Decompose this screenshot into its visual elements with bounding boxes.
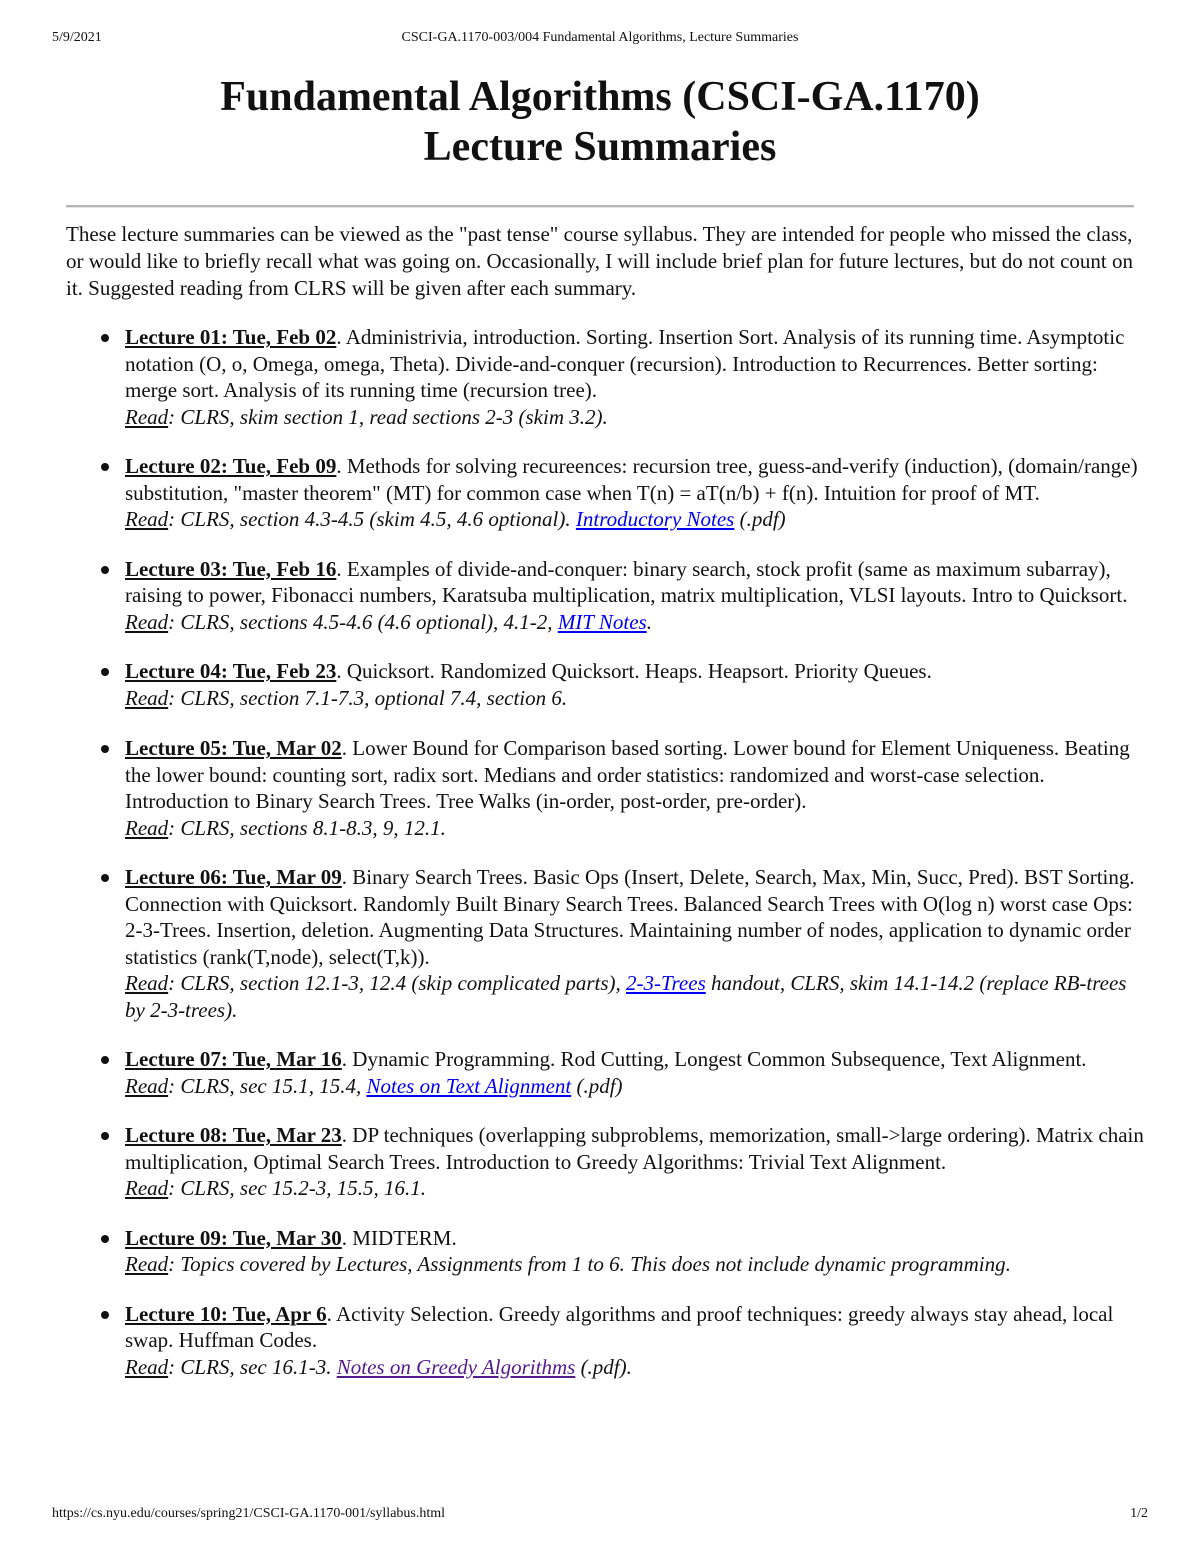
lecture-item: Lecture 09: Tue, Mar 30. MIDTERM. Read: Topics covered by Lectures, Assignments from 1 to 6. This does not include dynamic programming. <box>125 1225 1150 1278</box>
horizontal-rule <box>66 205 1134 208</box>
page-title-line-2: Lecture Summaries <box>423 124 777 170</box>
lecture-summary: DP techniques (overlapping subproblems, memorization, small->large ordering). Matrix chain multiplication, Optimal Search Trees. Introduction to Greedy Algorithms: Trivial Text Alignment. <box>125 1123 1144 1174</box>
lecture-reading: CLRS, skim section 1, read sections 2-3 (skim 3.2). <box>180 404 608 429</box>
lecture-reading-after: (.pdf) <box>734 507 786 531</box>
lecture-reading: CLRS, sec 15.1, 15.4, <box>180 1073 367 1098</box>
lecture-title: Lecture 05: Tue, Mar 02 <box>125 736 342 760</box>
lecture-item: Lecture 05: Tue, Mar 02. Lower Bound for Comparison based sorting. Lower bound for Element Uniqueness. Beating the lower bound: counting sort, radix sort. Medians and order statistics: randomized and worst-case selection. Introduction to Binary Search Trees. Tree Walks (in-order, post-order, pre-order). Read: CLRS, sections 8.1-8.3, 9, 12.1. <box>125 735 1150 841</box>
lecture-title: Lecture 10: Tue, Apr 6 <box>125 1301 327 1326</box>
lecture-title: Lecture 06: Tue, Mar 09 <box>125 865 342 889</box>
bullet-icon <box>101 874 109 882</box>
read-label: Read <box>125 507 169 531</box>
lecture-reading: CLRS, section 7.1-7.3, optional 7.4, section 6. <box>180 685 568 710</box>
read-label: Read <box>125 1073 169 1098</box>
introductory-notes-link[interactable]: Introductory Notes <box>575 507 735 531</box>
bullet-icon <box>101 745 109 753</box>
lecture-reading: CLRS, sections 8.1-8.3, 9, 12.1. <box>180 815 446 840</box>
bullet-icon <box>101 463 109 471</box>
read-label: Read <box>125 404 169 429</box>
lecture-list <box>125 324 1150 1403</box>
lecture-reading: CLRS, sections 4.5-4.6 (4.6 optional), 4.1-2, <box>180 609 558 634</box>
lecture-summary: Administrivia, introduction. Sorting. Insertion Sort. Analysis of its running time. Asymptotic notation (O, o, Omega, omega, Theta). Divide-and-conquer (recursion). Introduction to Recurrences. Better sorting: merge sort. Analysis of its running time (recursion tree). <box>125 325 1125 402</box>
lecture-reading-after: (.pdf). <box>575 1354 632 1379</box>
lecture-title: Lecture 07: Tue, Mar 16 <box>125 1047 342 1071</box>
lecture-summary: Methods for solving recureences: recursion tree, guess-and-verify (induction), (domain/range) substitution, "master theorem" (MT) for common case when T(n) = aT(n/b) + f(n). Intuition for proof of MT. <box>125 454 1138 505</box>
lecture-reading-after: . <box>646 609 652 634</box>
lecture-summary: Binary Search Trees. Basic Ops (Insert, Delete, Search, Max, Min, Succ, Pred). BST Sorting. Connection with Quicksort. Randomly Built Binary Search Trees. Balanced Search Trees with O(log n) worst case Ops: 2-3-Trees. Insertion, deletion. Augmenting Data Structures. Maintaining number of nodes, application to dynamic order statistics (rank(T,node), select(T,k)). <box>125 865 1135 969</box>
lecture-summary: MIDTERM. <box>352 1225 457 1250</box>
print-footer <box>52 1506 1148 1522</box>
lecture-reading: Topics covered by Lectures, Assignments from 1 to 6. This does not include dynamic programming. <box>180 1252 1011 1276</box>
lecture-item: Lecture 02: Tue, Feb 09. Methods for solving recureences: recursion tree, guess-and-verify (induction), (domain/range) substitution, "master theorem" (MT) for common case when T(n) = aT(n/b) + f(n). Intuition for proof of MT. Read: CLRS, section 4.3-4.5 (skim 4.5, 4.6 optional). Introductory Notes (.pdf) <box>125 453 1150 533</box>
print-header <box>52 30 1148 46</box>
lecture-item: Lecture 04: Tue, Feb 23. Quicksort. Randomized Quicksort. Heaps. Heapsort. Priority Queues. Read: CLRS, section 7.1-7.3, optional 7.4, section 6. <box>125 658 1150 711</box>
text-alignment-notes-link[interactable]: Notes on Text Alignment <box>366 1073 572 1098</box>
read-label: Read <box>125 1176 169 1200</box>
bullet-icon <box>101 1311 109 1319</box>
read-label: Read <box>125 971 169 995</box>
lecture-title: Lecture 01: Tue, Feb 02 <box>125 325 337 349</box>
lecture-item: Lecture 01: Tue, Feb 02. Administrivia, introduction. Sorting. Insertion Sort. Analysis of its running time. Asymptotic notation (O, o, Omega, omega, Theta). Divide-and-conquer (recursion). Introduction to Recurrences. Better sorting: merge sort. Analysis of its running time (recursion tree). Read: CLRS, skim section 1, read sections 2-3 (skim 3.2). <box>125 324 1150 430</box>
lecture-title: Lecture 03: Tue, Feb 16 <box>125 556 337 581</box>
lecture-item: Lecture 10: Tue, Apr 6. Activity Selection. Greedy algorithms and proof techniques: greedy always stay ahead, local swap. Huffman Codes. Read: CLRS, sec 16.1-3. Notes on Greedy Algorithms (.pdf). <box>125 1301 1150 1381</box>
read-label: Read <box>125 815 169 840</box>
bullet-icon <box>101 566 109 574</box>
lecture-reading: CLRS, section 12.1-3, 12.4 (skip complicated parts), <box>180 971 627 995</box>
lecture-title: Lecture 02: Tue, Feb 09 <box>125 454 337 478</box>
page-title-line-1: Fundamental Algorithms (CSCI-GA.1170) <box>220 74 980 120</box>
page-title <box>0 72 1200 172</box>
lecture-summary: Lower Bound for Comparison based sorting. Lower bound for Element Uniqueness. Beating the lower bound: counting sort, radix sort. Medians and order statistics: randomized and worst-case selection. Introduction to Binary Search Trees. Tree Walks (in-order, post-order, pre-order). <box>125 736 1130 813</box>
bullet-icon <box>101 334 109 342</box>
page-number: 1/2 <box>1130 1506 1148 1521</box>
intro-paragraph: These lecture summaries can be viewed as the "past tense" course syllabus. They are intended for people who missed the class, or would like to briefly recall what was going on. Occasionally, I will include brief plan for future lectures, but do not count on it. Suggested reading from CLRS will be given after each summary. <box>66 222 1134 300</box>
lecture-reading-after: (.pdf) <box>571 1073 623 1098</box>
print-date: 5/9/2021 <box>52 30 102 45</box>
bullet-icon <box>101 1056 109 1064</box>
print-url: https://cs.nyu.edu/courses/spring21/CSCI-GA.1170-001/syllabus.html <box>52 1506 446 1521</box>
read-label: Read <box>125 1354 169 1379</box>
bullet-icon <box>101 1235 109 1243</box>
bullet-icon <box>101 668 109 676</box>
lecture-title: Lecture 09: Tue, Mar 30 <box>125 1225 342 1250</box>
print-page-title: CSCI-GA.1170-003/004 Fundamental Algorithms, Lecture Summaries <box>401 30 799 45</box>
lecture-title: Lecture 04: Tue, Feb 23 <box>125 659 337 683</box>
lecture-item: Lecture 08: Tue, Mar 23. DP techniques (overlapping subproblems, memorization, small->large ordering). Matrix chain multiplication, Optimal Search Trees. Introduction to Greedy Algorithms: Trivial Text Alignment. Read: CLRS, sec 15.2-3, 15.5, 16.1. <box>125 1122 1150 1202</box>
lecture-item: Lecture 06: Tue, Mar 09. Binary Search Trees. Basic Ops (Insert, Delete, Search, Max, Min, Succ, Pred). BST Sorting. Connection with Quicksort. Randomly Built Binary Search Trees. Balanced Search Trees with O(log n) worst case Ops: 2-3-Trees. Insertion, deletion. Augmenting Data Structures. Maintaining number of nodes, application to dynamic order statistics (rank(T,node), select(T,k)). Read: CLRS, section 12.1-3, 12.4 (skip complicated parts), 2-3-Trees handout, CLRS, skim 14.1-14.2 (replace RB-trees by 2-3-trees). <box>125 864 1150 1023</box>
read-label: Read <box>125 1252 169 1276</box>
lecture-summary: Quicksort. Randomized Quicksort. Heaps. Heapsort. Priority Queues. <box>346 659 932 683</box>
mit-notes-link[interactable]: MIT Notes <box>557 609 647 634</box>
lecture-item: Lecture 07: Tue, Mar 16. Dynamic Programming. Rod Cutting, Longest Common Subsequence, Text Alignment. Read: CLRS, sec 15.1, 15.4, Notes on Text Alignment (.pdf) <box>125 1046 1150 1099</box>
lecture-summary: Activity Selection. Greedy algorithms and proof techniques: greedy always stay ahead, local swap. Huffman Codes. <box>125 1301 1114 1352</box>
lecture-item: Lecture 03: Tue, Feb 16. Examples of divide-and-conquer: binary search, stock profit (same as maximum subarray), raising to power, Fibonacci numbers, Karatsuba multiplication, matrix multiplication, VLSI layouts. Intro to Quicksort. Read: CLRS, sections 4.5-4.6 (4.6 optional), 4.1-2, MIT Notes. <box>125 556 1150 636</box>
lecture-summary: Examples of divide-and-conquer: binary search, stock profit (same as maximum subarray), raising to power, Fibonacci numbers, Karatsuba multiplication, matrix multiplication, VLSI layouts. Intro to Quicksort. <box>125 556 1128 607</box>
read-label: Read <box>125 685 169 710</box>
lecture-reading: CLRS, sec 15.2-3, 15.5, 16.1. <box>180 1176 426 1200</box>
lecture-title: Lecture 08: Tue, Mar 23 <box>125 1123 342 1147</box>
lecture-summary: Dynamic Programming. Rod Cutting, Longest Common Subsequence, Text Alignment. <box>352 1047 1087 1071</box>
lecture-reading: CLRS, section 4.3-4.5 (skim 4.5, 4.6 optional). <box>180 507 571 531</box>
greedy-notes-link[interactable]: Notes on Greedy Algorithms <box>336 1354 576 1379</box>
two-three-trees-link[interactable]: 2-3-Trees <box>626 971 706 995</box>
lecture-reading: CLRS, sec 16.1-3. <box>180 1354 337 1379</box>
bullet-icon <box>101 1132 109 1140</box>
lecture-reading-after: handout, CLRS, skim 14.1-14.2 (replace RB-trees by 2-3-trees). <box>125 971 1127 1022</box>
read-label: Read <box>125 609 169 634</box>
